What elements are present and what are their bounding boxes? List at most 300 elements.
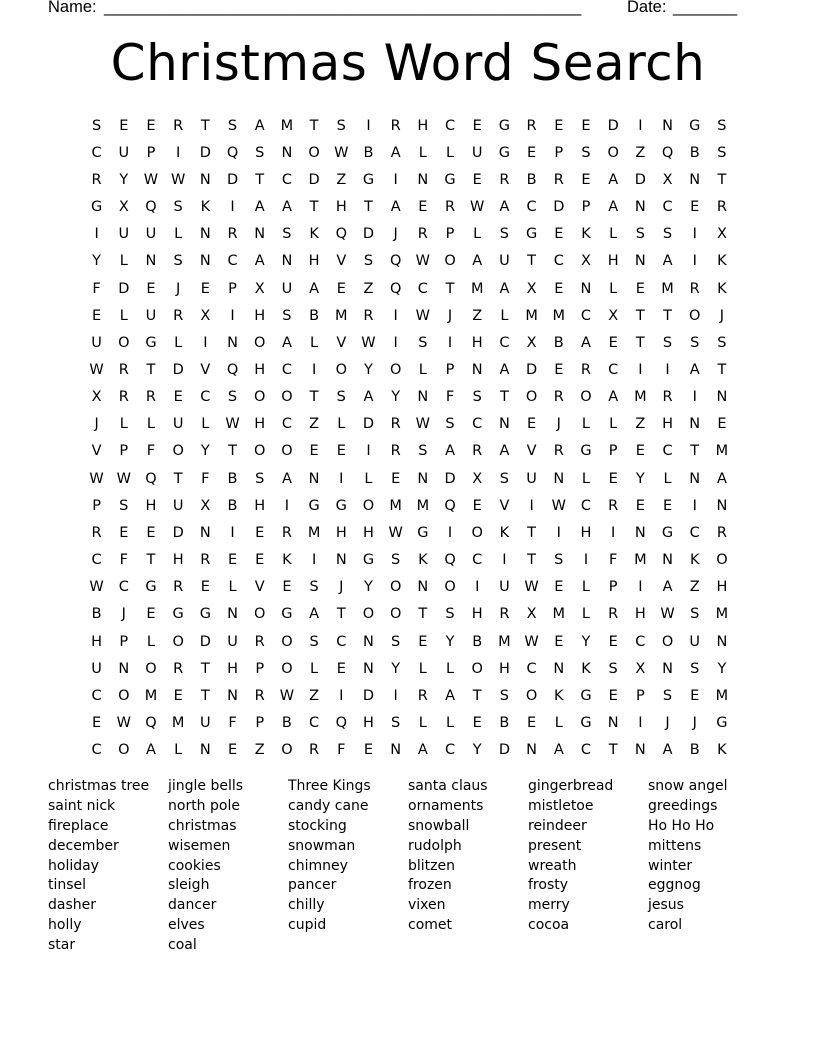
grid-letter: W — [415, 253, 431, 270]
grid-letter: N — [254, 226, 266, 243]
grid-letter: R — [716, 199, 727, 216]
word-list-item: blitzen — [408, 857, 455, 874]
grid-letter: N — [281, 253, 293, 270]
grid-letter: R — [173, 579, 184, 596]
grid-letter: E — [554, 226, 564, 243]
grid-letter: O — [281, 742, 293, 759]
grid-letter: R — [173, 307, 184, 324]
grid-letter: D — [172, 524, 184, 541]
grid-letter: D — [199, 633, 211, 650]
grid-letter: S — [282, 226, 292, 243]
grid-letter: I — [638, 715, 643, 732]
grid-letter: A — [499, 361, 510, 378]
grid-letter: L — [663, 470, 672, 487]
grid-letter: Y — [581, 633, 591, 650]
grid-letter: E — [472, 497, 482, 514]
word-list-item: dasher — [48, 897, 97, 914]
grid-letter: H — [91, 633, 103, 650]
grid-letter: V — [91, 443, 102, 460]
grid-letter: B — [281, 715, 292, 732]
grid-letter: S — [662, 334, 673, 351]
grid-letter: T — [635, 334, 645, 351]
grid-letter: C — [472, 552, 483, 569]
grid-letter: R — [118, 389, 129, 406]
grid-letter: J — [393, 226, 398, 243]
grid-letter: H — [172, 552, 184, 569]
grid-letter: R — [390, 117, 401, 134]
grid-letter: L — [445, 715, 455, 732]
grid-letter: L — [609, 226, 618, 243]
word-list-item: comet — [408, 917, 453, 934]
grid-letter: K — [200, 199, 211, 216]
grid-letter: X — [200, 307, 211, 324]
grid-letter: G — [580, 687, 592, 704]
grid-letter: M — [171, 715, 185, 732]
grid-letter: E — [363, 742, 374, 759]
grid-letter: U — [471, 144, 483, 161]
grid-letter: R — [499, 606, 510, 623]
grid-letter: A — [445, 443, 455, 460]
grid-letter: I — [393, 334, 398, 351]
name-label: Name: — [48, 0, 97, 16]
grid-letter: L — [418, 144, 427, 161]
grid-letter: T — [717, 171, 727, 188]
grid-letter: C — [635, 633, 646, 650]
grid-letter: F — [119, 552, 128, 569]
grid-letter: E — [690, 687, 700, 704]
date-label: Date: — [627, 0, 667, 16]
grid-letter: C — [444, 117, 456, 134]
grid-letter: V — [254, 579, 265, 596]
grid-letter: E — [200, 280, 210, 297]
grid-letter: N — [417, 171, 429, 188]
grid-letter: T — [336, 606, 346, 623]
grid-letter: H — [335, 524, 347, 541]
grid-letter: A — [390, 199, 401, 216]
grid-letter: O — [308, 144, 320, 161]
grid-letter: H — [498, 660, 510, 677]
grid-letter: M — [416, 497, 430, 514]
grid-letter: N — [634, 524, 646, 541]
grid-letter: W — [170, 171, 186, 188]
grid-letter: O — [145, 660, 157, 677]
grid-letter: P — [255, 715, 265, 732]
grid-letter: Q — [444, 497, 456, 514]
grid-letter: S — [282, 307, 292, 324]
grid-letter: L — [310, 334, 319, 351]
grid-letter: C — [689, 524, 700, 541]
grid-letter: Z — [472, 307, 483, 324]
grid-letter: T — [663, 307, 672, 324]
grid-letter: C — [91, 687, 102, 704]
grid-letter: U — [499, 579, 510, 596]
grid-letter: S — [717, 144, 727, 161]
grid-letter: N — [417, 579, 429, 596]
grid-letter: N — [363, 660, 374, 677]
grid-letter: U — [145, 307, 157, 324]
grid-letter: E — [336, 443, 346, 460]
grid-letter: U — [91, 660, 102, 677]
grid-letter: R — [417, 226, 428, 243]
grid-letter: K — [581, 660, 591, 677]
grid-letter: Z — [635, 144, 646, 161]
grid-letter: Z — [689, 579, 700, 596]
grid-letter: A — [445, 687, 455, 704]
grid-letter: X — [635, 660, 646, 677]
grid-letter: W — [361, 334, 376, 351]
word-list-item: saint nick — [48, 797, 116, 814]
word-list — [48, 778, 768, 957]
grid-letter: C — [417, 280, 428, 297]
grid-letter: S — [91, 117, 102, 134]
word-list-item: frozen — [408, 877, 452, 894]
grid-letter: L — [119, 416, 128, 433]
grid-letter: G — [417, 524, 429, 541]
grid-letter: E — [608, 334, 618, 351]
grid-letter: R — [553, 389, 564, 406]
grid-letter: A — [254, 253, 265, 270]
grid-letter: A — [608, 199, 619, 216]
grid-letter: N — [227, 606, 238, 623]
grid-letter: N — [662, 660, 673, 677]
grid-letter: M — [280, 117, 294, 134]
grid-letter: A — [281, 199, 292, 216]
word-list-item: Ho Ho Ho — [648, 817, 715, 834]
grid-letter: B — [526, 171, 537, 188]
grid-letter: A — [553, 742, 564, 759]
grid-letter: M — [715, 443, 729, 460]
grid-letter: O — [254, 443, 266, 460]
grid-letter: Y — [472, 742, 482, 759]
grid-letter: L — [228, 579, 237, 596]
word-list-item: cookies — [168, 857, 221, 874]
grid-letter: T — [445, 280, 455, 297]
grid-letter: W — [89, 579, 104, 596]
grid-letter: R — [309, 742, 320, 759]
grid-letter: N — [308, 470, 320, 487]
grid-letter: E — [146, 280, 156, 297]
grid-letter: F — [337, 742, 346, 759]
grid-letter: E — [146, 524, 156, 541]
grid-letter: A — [662, 253, 673, 270]
word-list-item: carol — [648, 917, 683, 934]
grid-letter: T — [527, 552, 537, 569]
grid-letter: N — [689, 470, 701, 487]
grid-letter: E — [200, 579, 210, 596]
word-list-item: holiday — [48, 857, 99, 874]
grid-letter: J — [94, 416, 99, 433]
grid-letter: B — [472, 633, 483, 650]
grid-letter: A — [581, 334, 591, 351]
grid-letter: M — [552, 606, 566, 623]
grid-letter: O — [118, 742, 130, 759]
grid-letter: C — [91, 552, 102, 569]
grid-letter: W — [279, 687, 295, 704]
grid-letter: C — [499, 334, 510, 351]
grid-letter: O — [580, 389, 592, 406]
grid-letter: C — [281, 361, 292, 378]
grid-letter: N — [662, 117, 673, 134]
grid-letter: C — [526, 199, 537, 216]
grid-letter: X — [716, 226, 727, 243]
grid-letter: U — [227, 633, 238, 650]
grid-letter: T — [690, 443, 700, 460]
grid-letter: N — [390, 742, 402, 759]
grid-letter: E — [255, 524, 265, 541]
grid-letter: Q — [335, 226, 347, 243]
grid-letter: K — [282, 552, 292, 569]
grid-letter: D — [553, 199, 565, 216]
grid-letter: A — [662, 579, 673, 596]
grid-letter: I — [611, 524, 616, 541]
grid-letter: N — [498, 416, 510, 433]
grid-letter: N — [281, 144, 293, 161]
grid-letter: E — [255, 552, 265, 569]
grid-letter: P — [608, 579, 618, 596]
word-list-item: snowball — [408, 817, 470, 834]
grid-letter: W — [89, 470, 104, 487]
grid-letter: H — [471, 334, 483, 351]
grid-letter: T — [364, 199, 373, 216]
grid-letter: E — [554, 579, 564, 596]
grid-letter: S — [227, 117, 238, 134]
grid-letter: A — [281, 334, 292, 351]
grid-letter: U — [145, 226, 157, 243]
grid-letter: L — [581, 606, 591, 623]
grid-letter: A — [254, 199, 265, 216]
grid-letter: M — [498, 633, 511, 650]
grid-letter: D — [526, 361, 538, 378]
grid-letter: J — [556, 416, 561, 433]
grid-letter: J — [719, 307, 725, 324]
grid-letter: L — [445, 144, 455, 161]
grid-letter: S — [472, 389, 482, 406]
grid-letter: T — [200, 660, 210, 677]
grid-letter: L — [418, 715, 427, 732]
grid-letter: I — [447, 334, 453, 351]
grid-letter: C — [91, 742, 102, 759]
grid-letter: H — [254, 416, 266, 433]
grid-letter: I — [665, 361, 670, 378]
grid-letter: A — [608, 389, 619, 406]
grid-letter: K — [418, 552, 428, 569]
grid-letter: O — [689, 307, 701, 324]
word-list-item: sleigh — [168, 877, 210, 894]
grid-letter: W — [388, 524, 403, 541]
word-list-item: rudolph — [408, 837, 462, 854]
grid-letter: U — [91, 334, 102, 351]
grid-letter: O — [281, 660, 293, 677]
grid-letter: E — [92, 715, 102, 732]
grid-letter: N — [716, 389, 728, 406]
grid-letter: A — [716, 470, 727, 487]
grid-letter: Q — [335, 715, 347, 732]
grid-letter: Q — [226, 144, 239, 161]
grid-letter: P — [119, 443, 129, 460]
grid-letter: A — [499, 199, 510, 216]
grid-letter: P — [608, 443, 618, 460]
grid-letter: E — [581, 117, 591, 134]
grid-letter: V — [200, 361, 211, 378]
grid-letter: A — [309, 606, 320, 623]
grid-letter: D — [634, 171, 646, 188]
grid-letter: W — [524, 579, 539, 596]
grid-letter: T — [608, 742, 618, 759]
grid-letter: S — [717, 117, 727, 134]
grid-letter: T — [309, 117, 319, 134]
grid-letter: S — [608, 660, 618, 677]
grid-letter: M — [715, 606, 729, 623]
word-list-item: elves — [168, 917, 205, 934]
grid-letter: I — [393, 687, 398, 704]
grid-letter: I — [692, 389, 697, 406]
grid-letter: A — [499, 443, 510, 460]
grid-letter: E — [608, 687, 618, 704]
word-list-item: jingle bells — [168, 778, 244, 794]
grid-letter: Q — [226, 361, 239, 378]
grid-letter: G — [444, 171, 456, 188]
grid-letter: R — [608, 497, 619, 514]
grid-letter: C — [526, 660, 537, 677]
grid-letter: O — [281, 389, 293, 406]
grid-letter: D — [118, 280, 130, 297]
grid-letter: M — [307, 524, 321, 541]
word-list-item: coal — [168, 937, 197, 954]
grid-letter: S — [336, 117, 346, 134]
grid-letter: L — [609, 416, 618, 433]
grid-letter: E — [527, 416, 537, 433]
grid-letter: O — [281, 633, 293, 650]
grid-letter: T — [527, 524, 537, 541]
grid-letter: E — [227, 742, 238, 759]
grid-letter: C — [608, 361, 619, 378]
grid-letter: Z — [635, 416, 646, 433]
grid-letter: X — [526, 334, 537, 351]
grid-letter: A — [390, 144, 401, 161]
grid-letter: I — [203, 334, 208, 351]
grid-letter: E — [309, 443, 319, 460]
grid-letter: N — [553, 470, 565, 487]
grid-letter: N — [118, 660, 130, 677]
grid-letter: G — [525, 226, 538, 243]
word-list-item: santa claus — [408, 778, 488, 794]
grid-letter: S — [499, 687, 510, 704]
word-list-item: wisemen — [168, 837, 231, 854]
word-list-item: eggnog — [648, 877, 701, 894]
grid-letter: I — [176, 144, 181, 161]
grid-letter: C — [580, 307, 592, 324]
grid-letter: N — [716, 497, 728, 514]
grid-letter: G — [580, 443, 592, 460]
word-list-item: gingerbread — [528, 778, 614, 794]
grid-letter: U — [200, 715, 211, 732]
grid-letter: I — [311, 552, 317, 569]
grid-letter: A — [417, 742, 428, 759]
grid-letter: A — [608, 171, 619, 188]
grid-letter: S — [499, 226, 510, 243]
grid-letter: D — [607, 117, 619, 134]
grid-letter: W — [660, 606, 675, 623]
grid-letter: W — [225, 416, 240, 433]
grid-letter: S — [662, 687, 673, 704]
grid-letter: E — [119, 117, 129, 134]
grid-letter: Z — [363, 280, 374, 297]
grid-letter: L — [146, 633, 156, 650]
grid-letter: T — [146, 552, 156, 569]
grid-letter: S — [309, 633, 319, 650]
grid-letter: N — [634, 253, 646, 270]
grid-letter: G — [661, 524, 674, 541]
grid-letter: P — [228, 280, 237, 297]
grid-letter: K — [309, 226, 319, 243]
grid-letter: N — [553, 660, 565, 677]
grid-letter: I — [447, 524, 453, 541]
grid-letter: Q — [389, 280, 402, 297]
grid-letter: N — [199, 524, 211, 541]
date-blank: _______ — [673, 0, 738, 16]
grid-letter: R — [499, 171, 510, 188]
grid-letter: P — [445, 361, 455, 378]
grid-letter: S — [554, 552, 564, 569]
grid-letter: Y — [391, 660, 401, 677]
letter-grid — [83, 112, 736, 764]
grid-letter: E — [554, 633, 564, 650]
word-list-item: cocoa — [528, 917, 570, 934]
word-list-item: stocking — [288, 817, 347, 834]
grid-letter: S — [445, 416, 455, 433]
grid-letter: Y — [119, 171, 129, 188]
grid-letter: K — [717, 742, 727, 759]
grid-letter: R — [254, 687, 265, 704]
grid-letter: I — [339, 687, 344, 704]
grid-letter: G — [362, 171, 375, 188]
grid-letter: C — [281, 171, 292, 188]
word-list-item: north pole — [168, 797, 240, 814]
grid-letter: D — [226, 171, 239, 188]
grid-letter: Q — [145, 470, 157, 487]
grid-letter: U — [499, 253, 510, 270]
grid-letter: H — [580, 524, 592, 541]
grid-letter: H — [227, 660, 238, 677]
grid-letter: G — [199, 606, 211, 623]
grid-letter: H — [145, 497, 157, 514]
grid-letter: Q — [145, 715, 157, 732]
grid-letter: A — [472, 253, 483, 270]
grid-letter: O — [471, 660, 483, 677]
grid-letter: L — [418, 361, 427, 378]
grid-letter: I — [339, 470, 344, 487]
grid-letter: N — [634, 742, 646, 759]
grid-letter: R — [227, 226, 238, 243]
grid-letter: B — [309, 307, 320, 324]
grid-letter: X — [608, 307, 619, 324]
word-list-item: fireplace — [48, 817, 109, 834]
word-list-item: wreath — [528, 857, 577, 874]
grid-letter: D — [199, 144, 211, 161]
grid-letter: O — [335, 361, 347, 378]
grid-letter: C — [200, 389, 211, 406]
grid-letter: M — [634, 552, 647, 569]
grid-letter: G — [281, 606, 293, 623]
grid-letter: C — [580, 497, 592, 514]
grid-letter: E — [554, 361, 564, 378]
grid-letter: O — [525, 389, 538, 406]
grid-letter: I — [502, 552, 507, 569]
grid-letter: G — [90, 199, 103, 216]
grid-letter: L — [609, 280, 618, 297]
grid-letter: G — [172, 606, 184, 623]
grid-letter: R — [526, 117, 537, 134]
